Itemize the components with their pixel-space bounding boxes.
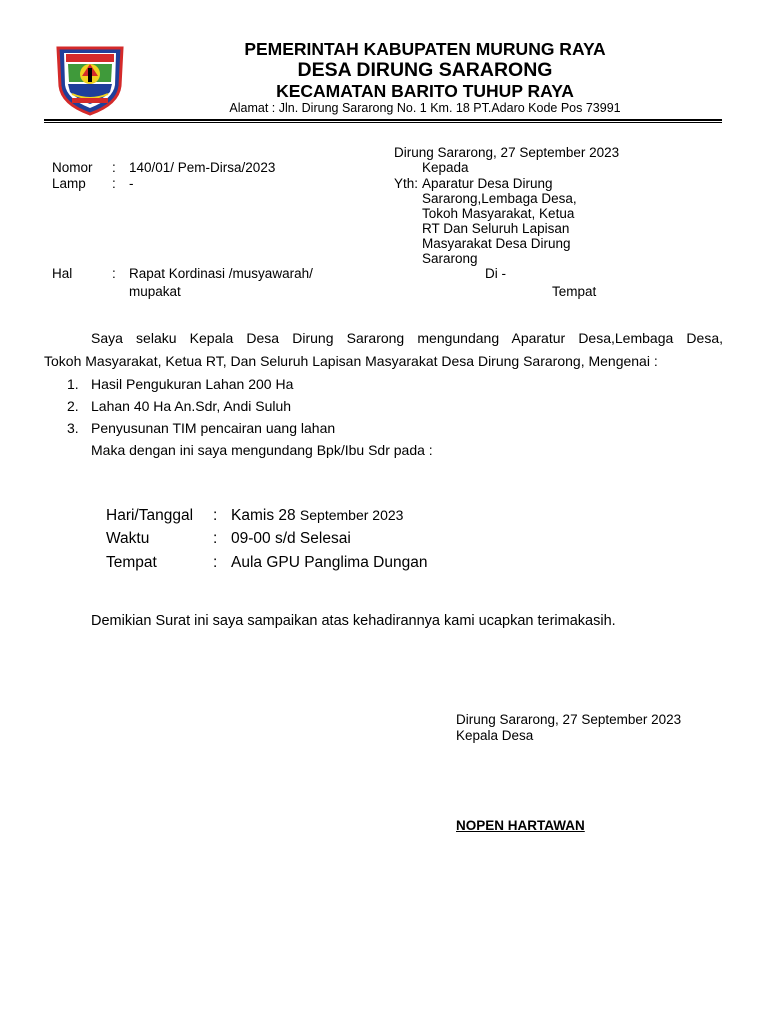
schedule-day-value <box>231 508 403 523</box>
hal-value: Rapat Kordinasi /musyawarah/ <box>129 266 313 281</box>
lamp-label: Lamp <box>52 176 86 191</box>
hal-value-cont: mupakat <box>129 284 181 299</box>
lamp-value: - <box>129 176 134 191</box>
closing-sentence: Demikian Surat ini saya sampaikan atas kehadirannya kami ucapkan terimakasih. <box>91 613 616 629</box>
header-address: Alamat : Jln. Dirung Sararong No. 1 Km. 18 PT.Adaro Kode Pos 73991 <box>229 101 621 115</box>
signature-date: Dirung Sararong, 27 September 2023 <box>456 712 682 727</box>
header-divider <box>44 119 722 121</box>
recipient-line: Sararong <box>422 251 478 266</box>
hal-colon: : <box>112 266 116 281</box>
nomor-label: Nomor <box>52 160 93 175</box>
schedule-time-value: 09-00 s/d Selesai <box>231 530 351 547</box>
signature-name: NOPEN HARTAWAN <box>456 818 585 833</box>
recipient-line: Aparatur Desa Dirung <box>422 176 553 191</box>
schedule-place-label: Tempat <box>106 554 157 571</box>
list-item: Lahan 40 Ha An.Sdr, Andi Suluh <box>91 398 292 414</box>
schedule-day-value-b: September 2023 <box>299 507 404 523</box>
letter-date: Dirung Sararong, 27 September 2023 <box>394 145 620 160</box>
header-government: PEMERINTAH KABUPATEN MURUNG RAYA <box>244 39 606 59</box>
recipient-line: RT Dan Seluruh Lapisan <box>422 221 570 236</box>
lamp-colon: : <box>112 176 116 191</box>
list-item-number: 2. <box>67 398 79 414</box>
header-village: DESA DIRUNG SARARONG <box>297 59 553 81</box>
schedule-day-label: Hari/Tanggal <box>106 507 194 524</box>
invitation-intro: Maka dengan ini saya mengundang Bpk/Ibu Sdr pada : <box>91 442 433 458</box>
body-paragraph-line2: Tokoh Masyarakat, Ketua RT, Dan Seluruh Lapisan Masyarakat Desa Dirung Sararong, Mengenai : <box>44 353 658 369</box>
list-item-number: 3. <box>67 420 79 436</box>
recipient-line: Masyarakat Desa Dirung <box>422 236 571 251</box>
schedule-colon: : <box>213 554 218 571</box>
schedule-day-value-a: Kamis 28 <box>231 507 300 524</box>
tempat-address: Tempat <box>552 284 597 299</box>
signature-title: Kepala Desa <box>456 728 534 743</box>
header-divider-thin <box>44 122 722 123</box>
schedule-colon: : <box>213 507 218 524</box>
list-item-number: 1. <box>67 376 79 392</box>
kepada-label: Kepada <box>422 160 469 175</box>
body-paragraph-line1: Saya selaku Kepala Desa Dirung Sararong mengundang Aparatur Desa,Lembaga Desa, <box>91 330 723 346</box>
recipient-line: Sararong,Lembaga Desa, <box>422 191 577 206</box>
yth-label: Yth: <box>394 176 419 191</box>
recipient-line: Tokoh Masyarakat, Ketua <box>422 206 575 221</box>
nomor-value: 140/01/ Pem-Dirsa/2023 <box>129 160 276 175</box>
header-district: KECAMATAN BARITO TUHUP RAYA <box>276 81 574 101</box>
list-item: Penyusunan TIM pencairan uang lahan <box>91 420 336 436</box>
schedule-colon: : <box>213 530 218 547</box>
hal-label: Hal <box>52 266 73 281</box>
nomor-colon: : <box>112 160 116 175</box>
list-item: Hasil Pengukuran Lahan 200 Ha <box>91 376 294 392</box>
regency-emblem-icon <box>54 42 126 116</box>
di-label: Di - <box>485 266 506 281</box>
schedule-time-label: Waktu <box>106 530 150 547</box>
schedule-place-value: Aula GPU Panglima Dungan <box>231 554 428 571</box>
